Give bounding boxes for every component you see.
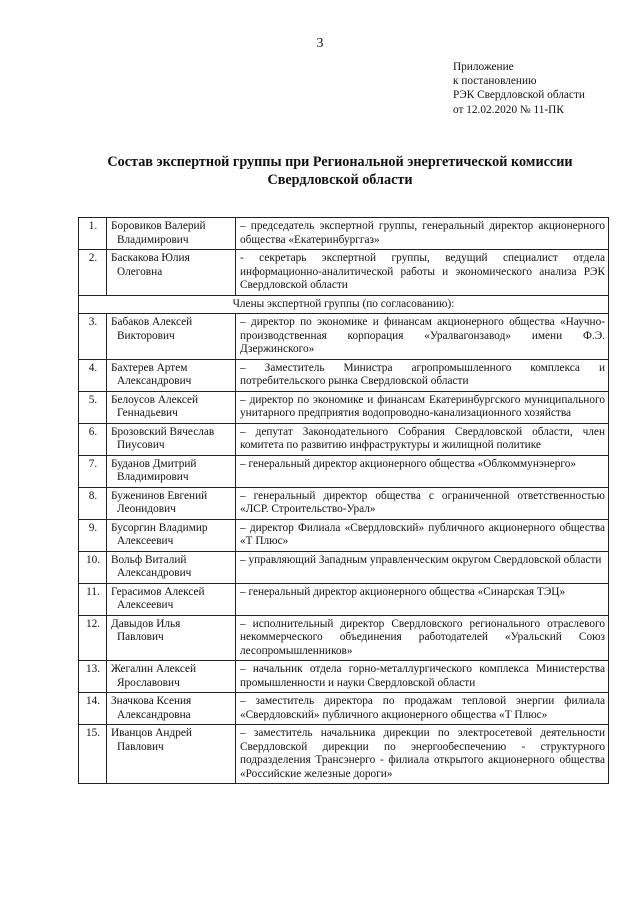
member-patronymic: Владимирович <box>117 233 189 246</box>
member-patronymic: Александровна <box>117 708 191 721</box>
member-role: – генеральный директор общества с ограниченной ответственностью «ЛСР. Строительство-Урал» <box>236 488 609 519</box>
table-row <box>79 693 609 725</box>
member-patronymic: Леонидович <box>117 503 176 515</box>
row-number: 14. <box>79 693 107 724</box>
member-name <box>107 392 236 423</box>
member-patronymic: Ярославович <box>117 676 180 689</box>
member-name <box>107 661 236 692</box>
appendix-line: к постановлению <box>453 75 537 88</box>
appendix-line: РЭК Свердловской области <box>453 89 585 102</box>
member-patronymic: Пиусович <box>117 439 165 451</box>
member-name <box>107 488 236 519</box>
table-row <box>79 488 609 520</box>
member-surname-name: Бусоргин Владимир <box>111 521 208 534</box>
member-patronymic: Александрович <box>117 375 192 387</box>
row-number: 5. <box>79 392 107 423</box>
table-row <box>79 250 609 296</box>
table-row <box>79 584 609 616</box>
member-role: – генеральный директор акционерного общества «Облкоммунэнерго» <box>236 456 609 487</box>
appendix-block <box>453 60 585 117</box>
page-number: 3 <box>316 36 324 51</box>
member-patronymic: Геннадьевич <box>117 407 178 419</box>
table-row <box>79 392 609 424</box>
member-patronymic: Олеговна <box>117 265 163 278</box>
member-surname-name: Брозовский Вячеслав <box>111 425 215 438</box>
row-number: 6. <box>79 424 107 455</box>
row-number: 1. <box>79 218 107 249</box>
row-number: 13. <box>79 661 107 692</box>
table-row <box>79 725 609 784</box>
member-surname-name: Иванцов Андрей <box>111 727 192 739</box>
table-row <box>79 552 609 584</box>
member-name <box>107 520 236 551</box>
member-surname-name: Давыдов Илья <box>111 617 181 630</box>
member-name <box>107 424 236 455</box>
table-row <box>79 456 609 488</box>
member-surname-name: Бабаков Алексей <box>111 316 193 328</box>
member-role: – директор по экономике и финансам Екатеринбургского муниципального унитарного предприятия водопроводно-канализационного хозяйства <box>236 392 609 423</box>
section-header: Члены экспертной группы (по согласованию): <box>79 296 609 314</box>
member-name <box>107 250 236 295</box>
table-row <box>79 424 609 456</box>
member-patronymic: Александрович <box>117 567 192 579</box>
member-role: – директор Филиала «Свердловский» публичного акционерного общества «Т Плюс» <box>236 520 609 551</box>
row-number: 3. <box>79 314 107 359</box>
member-patronymic: Алексеевич <box>117 599 174 611</box>
member-name <box>107 725 236 783</box>
member-surname-name: Баскакова Юлия <box>111 252 190 264</box>
member-name <box>107 456 236 487</box>
member-surname-name: Буданов Дмитрий <box>111 457 197 470</box>
member-surname-name: Бахтерев Артем <box>111 361 188 374</box>
member-surname-name: Герасимов Алексей <box>111 585 205 598</box>
member-name <box>107 584 236 615</box>
member-name <box>107 218 236 249</box>
appendix-line: Приложение <box>453 61 514 73</box>
member-name <box>107 314 236 359</box>
member-patronymic: Алексеевич <box>117 535 174 547</box>
member-role: – генеральный директор акционерного общества «Синарская ТЭЦ» <box>236 584 609 615</box>
member-patronymic: Павлович <box>117 631 164 643</box>
member-role: – начальник отдела горно-металлургического комплекса Министерства промышленности и науки Свердловской области <box>236 661 609 692</box>
member-surname-name: Боровиков Валерий <box>111 220 206 232</box>
member-role: – депутат Законодательного Собрания Свердловской области, член комитета по развитию инфраструктуры и жилищной политике <box>236 424 609 455</box>
member-role: – исполнительный директор Свердловского регионального отраслевого некоммерческого объединения работодателей «Уральский Союз лесопромышленников» <box>236 616 609 661</box>
section-row <box>79 296 609 315</box>
member-role: – заместитель начальника дирекции по электросетевой деятельности Свердловской дирекции по энергообеспечению - структурного подразделения Трансэнерго - филиала открытого акционерного общества «Российские железные дороги» <box>236 725 609 783</box>
member-surname-name: Белоусов Алексей <box>111 393 199 406</box>
table-row <box>79 314 609 360</box>
row-number: 12. <box>79 616 107 661</box>
member-role: - секретарь экспертной группы, ведущий специалист отдела информационно-аналитической работы и экономического анализа РЭК Свердловской области <box>236 250 609 295</box>
table-row <box>79 616 609 662</box>
member-role: – заместитель директора по продажам тепловой энергии филиала «Свердловский» публичного акционерного общества «Т Плюс» <box>236 693 609 724</box>
member-role: – директор по экономике и финансам акционерного общества «Научно-производственная корпорация «Уралвагонзавод» имени Ф.Э. Дзержинского» <box>236 314 609 359</box>
row-number: 7. <box>79 456 107 487</box>
member-patronymic: Владимирович <box>117 471 189 483</box>
appendix-line: от 12.02.2020 № 11-ПК <box>453 103 564 116</box>
member-name <box>107 616 236 661</box>
table-row <box>79 360 609 392</box>
member-role: – управляющий Западным управленческим округом Свердловской области <box>236 552 609 583</box>
table-row <box>79 520 609 552</box>
member-surname-name: Вольф Виталий <box>111 553 187 566</box>
members-table <box>78 217 609 784</box>
table-row <box>79 661 609 693</box>
member-name <box>107 360 236 391</box>
row-number: 9. <box>79 520 107 551</box>
member-patronymic: Павлович <box>117 740 164 753</box>
row-number: 10. <box>79 552 107 583</box>
member-surname-name: Значкова Ксения <box>111 695 192 707</box>
table-row <box>79 218 609 250</box>
row-number: 11. <box>79 584 107 615</box>
title-line: Свердловской области <box>267 172 413 188</box>
member-role: – Заместитель Министра агропромышленного комплекса и потребительского рынка Свердловской области <box>236 360 609 391</box>
row-number: 15. <box>79 725 107 783</box>
title-line: Состав экспертной группы при Региональной энергетической комиссии <box>107 154 573 170</box>
member-name <box>107 552 236 583</box>
member-surname-name: Жегалин Алексей <box>111 663 197 675</box>
row-number: 2. <box>79 250 107 295</box>
member-patronymic: Викторович <box>117 329 175 342</box>
member-name <box>107 693 236 724</box>
row-number: 4. <box>79 360 107 391</box>
member-surname-name: Буженинов Евгений <box>111 489 208 502</box>
row-number: 8. <box>79 488 107 519</box>
document-title <box>60 153 620 189</box>
member-role: – председатель экспертной группы, генеральный директор акционерного общества «Екатеринбурггаз» <box>236 218 609 249</box>
